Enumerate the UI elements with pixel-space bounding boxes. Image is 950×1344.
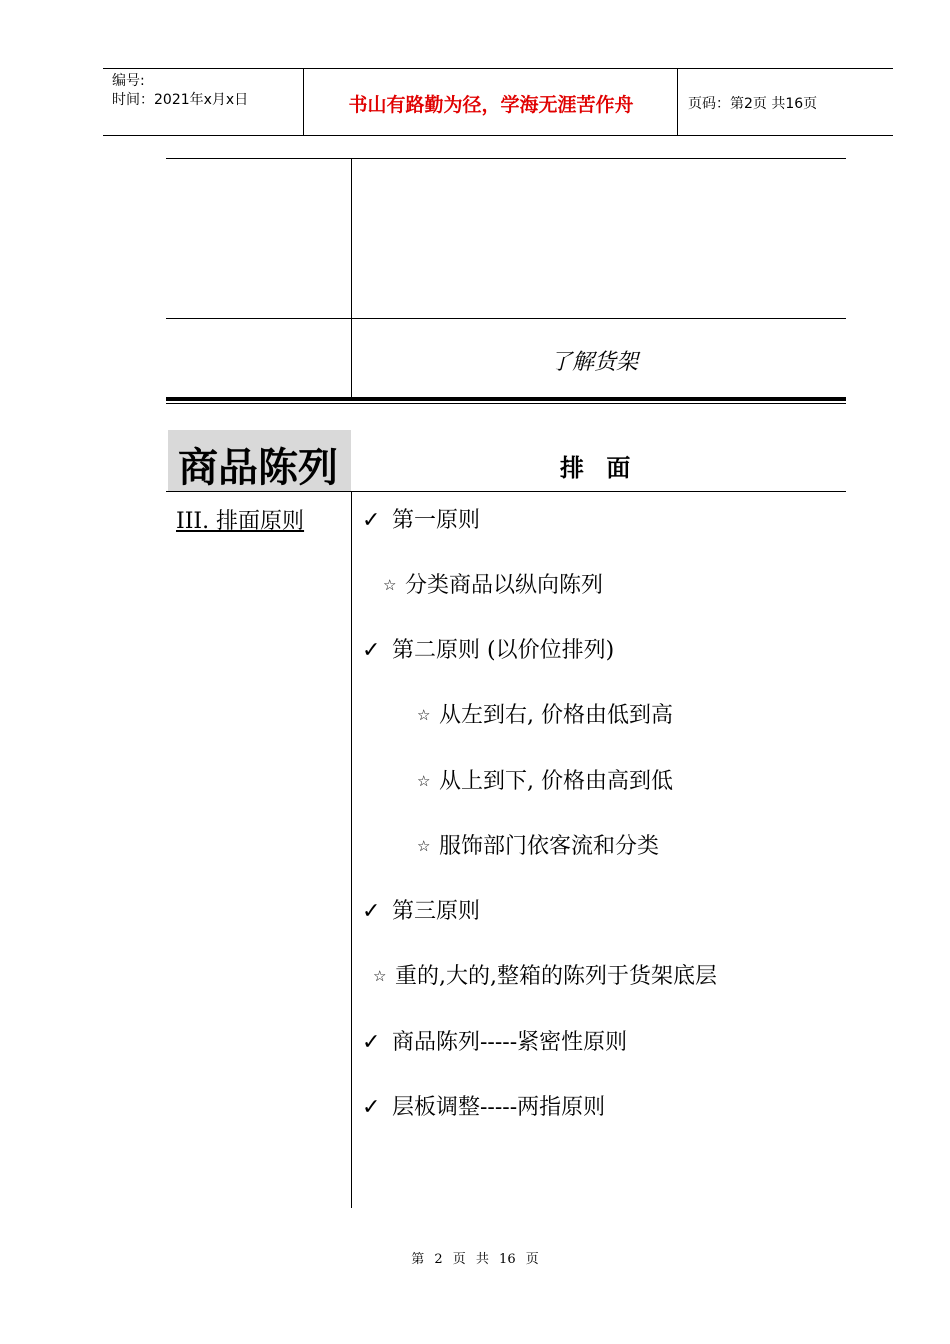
- check-icon: ✓: [362, 638, 381, 663]
- table-line: [166, 158, 846, 159]
- time-label: 时间：2021年x月x日: [112, 92, 249, 108]
- item-text: 从上到下, 价格由高到低: [439, 769, 673, 794]
- page-footer: 第 2 页 共 16 页: [411, 1252, 539, 1267]
- header-motto: 书山有路勤为径，学海无涯苦作舟: [348, 94, 634, 116]
- star-icon: ☆: [417, 772, 431, 790]
- item-text: 分类商品以纵向陈列: [405, 573, 604, 598]
- star-icon: ☆: [417, 706, 431, 724]
- item-text: 从左到右, 价格由低到高: [439, 703, 673, 728]
- table-line: [166, 491, 846, 492]
- header-top-border: [103, 68, 893, 69]
- star-icon: ☆: [417, 837, 431, 855]
- check-icon: ✓: [362, 1030, 381, 1055]
- item-text: 服饰部门依客流和分类: [439, 834, 660, 859]
- item-text: 第三原则: [392, 899, 481, 924]
- list-item: [362, 503, 480, 534]
- code-label: 编号:: [112, 73, 145, 89]
- list-item: [373, 959, 717, 990]
- list-item: [417, 829, 659, 860]
- check-icon: ✓: [362, 508, 381, 533]
- thin-rule: [166, 403, 846, 404]
- list-item: [383, 568, 603, 599]
- header-page-info: 页码：第2页 共16页: [688, 96, 818, 112]
- category-title: 商品陈列: [178, 444, 338, 491]
- list-item: [417, 698, 673, 729]
- list-item: [417, 764, 673, 795]
- item-text: 商品陈列-----紧密性原则: [392, 1030, 628, 1055]
- table-line: [166, 318, 846, 319]
- list-item: [362, 894, 480, 925]
- check-icon: ✓: [362, 1095, 381, 1120]
- item-text: 重的,大的,整箱的陈列于货架底层: [395, 964, 717, 989]
- star-icon: ☆: [383, 576, 397, 594]
- check-icon: ✓: [362, 899, 381, 924]
- header-bottom-border: [103, 135, 893, 136]
- subtitle: 了解货架: [550, 350, 639, 375]
- list-item: [362, 633, 614, 664]
- star-icon: ☆: [373, 967, 387, 985]
- table-column-divider: [351, 158, 352, 398]
- list-item: [362, 1025, 627, 1056]
- item-text: 第二原则 (以价位排列): [392, 638, 615, 663]
- table-column-divider: [351, 491, 352, 1208]
- header-meta: [112, 72, 248, 110]
- principle-label: III. 排面原则: [176, 509, 305, 534]
- item-text: 第一原则: [392, 508, 481, 533]
- list-item: [362, 1090, 605, 1121]
- thick-rule: [166, 397, 846, 401]
- item-text: 层板调整-----两指原则: [392, 1095, 606, 1120]
- section-title: 排 面: [560, 453, 631, 482]
